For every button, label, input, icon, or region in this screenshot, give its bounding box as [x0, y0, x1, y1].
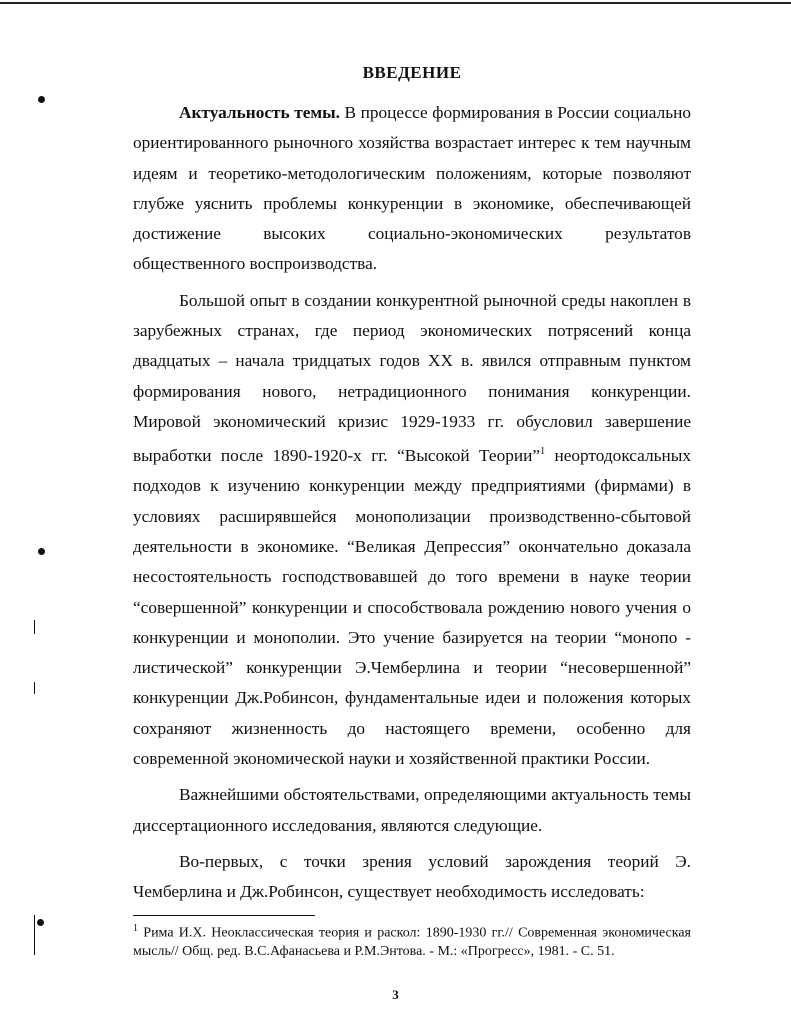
binding-hole-mark	[38, 96, 45, 103]
paragraph-lead: Актуальность темы.	[179, 103, 340, 122]
binding-hole-mark	[37, 919, 44, 926]
document-body	[133, 58, 691, 913]
footnote-reference[interactable]: 1	[540, 446, 546, 458]
footnote-mark: 1	[133, 923, 138, 934]
paragraph-experience	[133, 286, 691, 775]
paragraph-text: В процессе формирования в России социально ориентированного рыночного хозяйства возрастает интерес к тем научным идеям и теоретико-методологическим положениям, которые позволяют глубже уяснить проблемы конкуренции в экономике, обеспечивающей достижение высоких социально-экономических результатов общественного воспроизводства.	[133, 103, 691, 274]
paragraph-text: неортодоксальных подходов к изучению конкуренции между предприятиями (фирмами) в условиях расширявшейся монополизации производственно-сбытовой деятельности в экономике. “Великая Депрессия” окончательно доказала несостоятельность господствовавшей до того времени в науке теории “совершенной” конкуренции и способствовала рождению нового учения о конкуренции и монополии. Это учение базируется на теории “монопо - листической” конкуренции Э.Чемберлина и теории “несовершенной” конкуренции Дж.Робинсон, фундаментальные идеи и положения которых сохраняют жизненность до настоящего времени, особенно для современной экономической науки и хозяйственной практики России.	[133, 446, 691, 768]
footnote-text: Рима И.Х. Неоклассическая теория и раскол: 1890-1930 гг.// Современная экономическая мысль// Общ. ред. В.С.Афанасьева и Р.М.Энтова. - М.: «Прогресс», 1981. - С. 51.	[133, 925, 691, 959]
paragraph-relevance	[133, 98, 691, 280]
paragraph-text: Большой опыт в создании конкурентной рыночной среды накоплен в зарубежных странах, где период экономических потрясений конца двадцатых – начала тридцатых годов XX в. явился отправным пунктом формирования нового, нетрадиционного понимания конкуренции. Мировой экономический кризис 1929-1933 гг. обусловил завершение выработки после 1890-1920-х гг. “Высокой Теории”	[133, 290, 691, 466]
footnote-separator	[133, 915, 315, 916]
scan-top-border	[0, 2, 791, 4]
paragraph-text: Важнейшими обстоятельствами, определяющими актуальность темы диссертационного исследования, являются следующие.	[133, 785, 691, 835]
paragraph-text: Во-первых, с точки зрения условий зарождения теорий Э. Чемберлина и Дж.Робинсон, существует необходимость исследовать:	[133, 851, 691, 902]
paragraph-first	[133, 847, 691, 908]
page-title: ВВЕДЕНИЕ	[362, 63, 462, 82]
page-number: 3	[392, 987, 399, 1002]
scan-margin-mark	[34, 915, 35, 955]
binding-hole-mark	[38, 548, 45, 555]
paragraph-circumstances	[133, 780, 691, 841]
scan-margin-mark	[34, 620, 35, 634]
scan-margin-mark	[34, 682, 35, 694]
footnote	[133, 920, 691, 961]
